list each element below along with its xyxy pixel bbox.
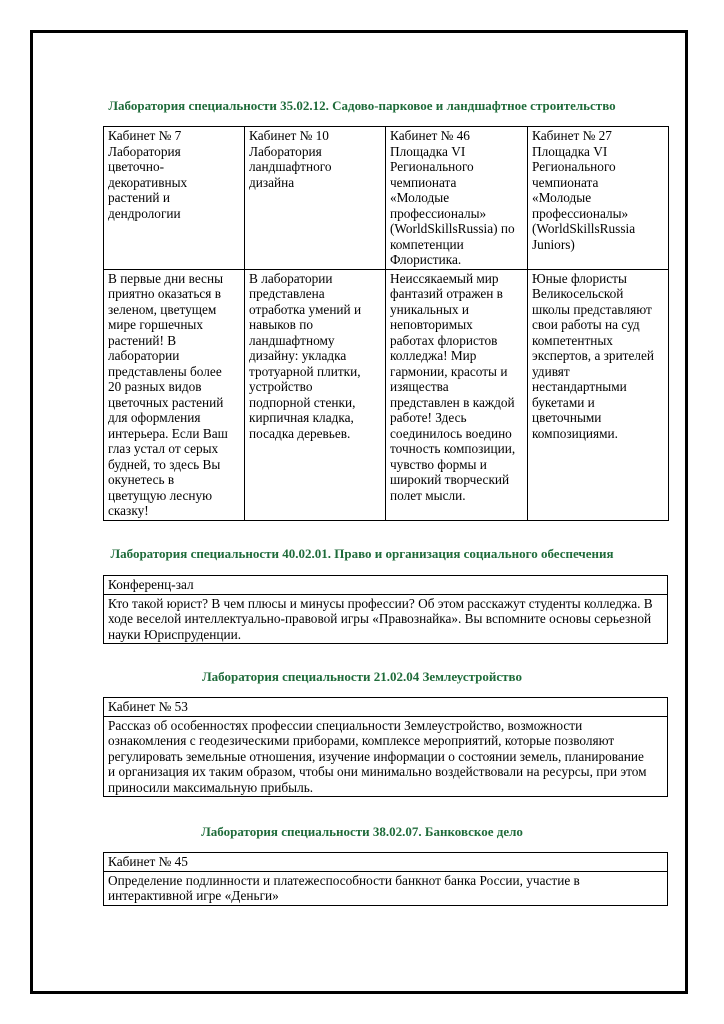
section-title-land-management: Лаборатория специальности 21.02.04 Землеустройство [201,669,522,684]
table-row [104,594,668,644]
table-row [104,871,668,905]
section-description: Кто такой юрист? В чем плюсы и минусы профессии? Об этом расскажут студенты колледжа. В ходе веселой интеллектуально-правовой игры «Правознайка». Вы вспомните основы серьезной науки Юриспруденции. [104,594,668,644]
section-description: Рассказ об особенностях профессии специальности Землеустройство, возможности ознакомления с геодезическими приборами, комплексе мероприятий, которые позволяют регулировать земельные отношения, изучение информации о состоянии земель, планирование и организация их таким образом, чтобы они минимально воздействовали на ресурсы, при этом приносили максимальную прибыль. [104,716,668,797]
table-row [104,576,668,595]
room-27-description: Юные флористы Великосельской школы представляют свои работы на суд компетентных экспертов, а зрителей удивят нестандартными букетами и цветочными композициями. [528,269,669,520]
section-description: Определение подлинности и платежеспособности банкнот банка России, участие в интерактивной игре «Деньги» [104,871,668,905]
room-10-header: Кабинет № 10 Лаборатория ландшафтного дизайна [245,127,386,270]
section-title-law: Лаборатория специальности 40.02.01. Право и организация социального обеспечения [110,546,614,561]
law-table [103,575,668,644]
room-46-description: Неиссякаемый мир фантазий отражен в уникальных и неповторимых работах флористов колледжа! Мир гармонии, красоты и изящества представлен в каждой работе! Здесь соединилось воедино точность композиции, чувство формы и широкий творческий полет мысли. [386,269,528,520]
section-title-landscape: Лаборатория специальности 35.02.12. Садово-парковое и ландшафтное строительство [108,98,616,113]
room-label: Конференц-зал [104,576,668,595]
table-header-row [104,127,669,270]
table-row [104,716,668,797]
room-10-description: В лаборатории представлена отработка умений и навыков по ландшафтному дизайну: укладка тротуарной плитки, устройство подпорной стенки, кирпичная кладка, посадка деревьев. [245,269,386,520]
room-label: Кабинет № 53 [104,698,668,717]
land-management-table [103,697,668,797]
table-row [104,698,668,717]
banking-table [103,852,668,906]
table-row [104,269,669,520]
room-27-header: Кабинет № 27 Площадка VI Регионального чемпионата «Молодые профессионалы» (WorldSkillsRussia Juniors) [528,127,669,270]
room-7-description: В первые дни весны приятно оказаться в зеленом, цветущем мире горшечных растений! В лаборатории представлены более 20 разных видов цветочных растений для оформления интерьера. Если Ваш глаз устал от серых будней, то здесь Вы окунетесь в цветущую лесную сказку! [104,269,245,520]
table-row [104,853,668,872]
room-7-header: Кабинет № 7 Лаборатория цветочно- декоративных растений и дендрологии [104,127,245,270]
landscape-table [103,126,669,521]
room-46-header: Кабинет № 46 Площадка VI Регионального чемпионата «Молодые профессионалы» (WorldSkillsRussia) по компетенции Флористика. [386,127,528,270]
room-label: Кабинет № 45 [104,853,668,872]
section-title-banking: Лаборатория специальности 38.02.07. Банковское дело [201,824,523,839]
